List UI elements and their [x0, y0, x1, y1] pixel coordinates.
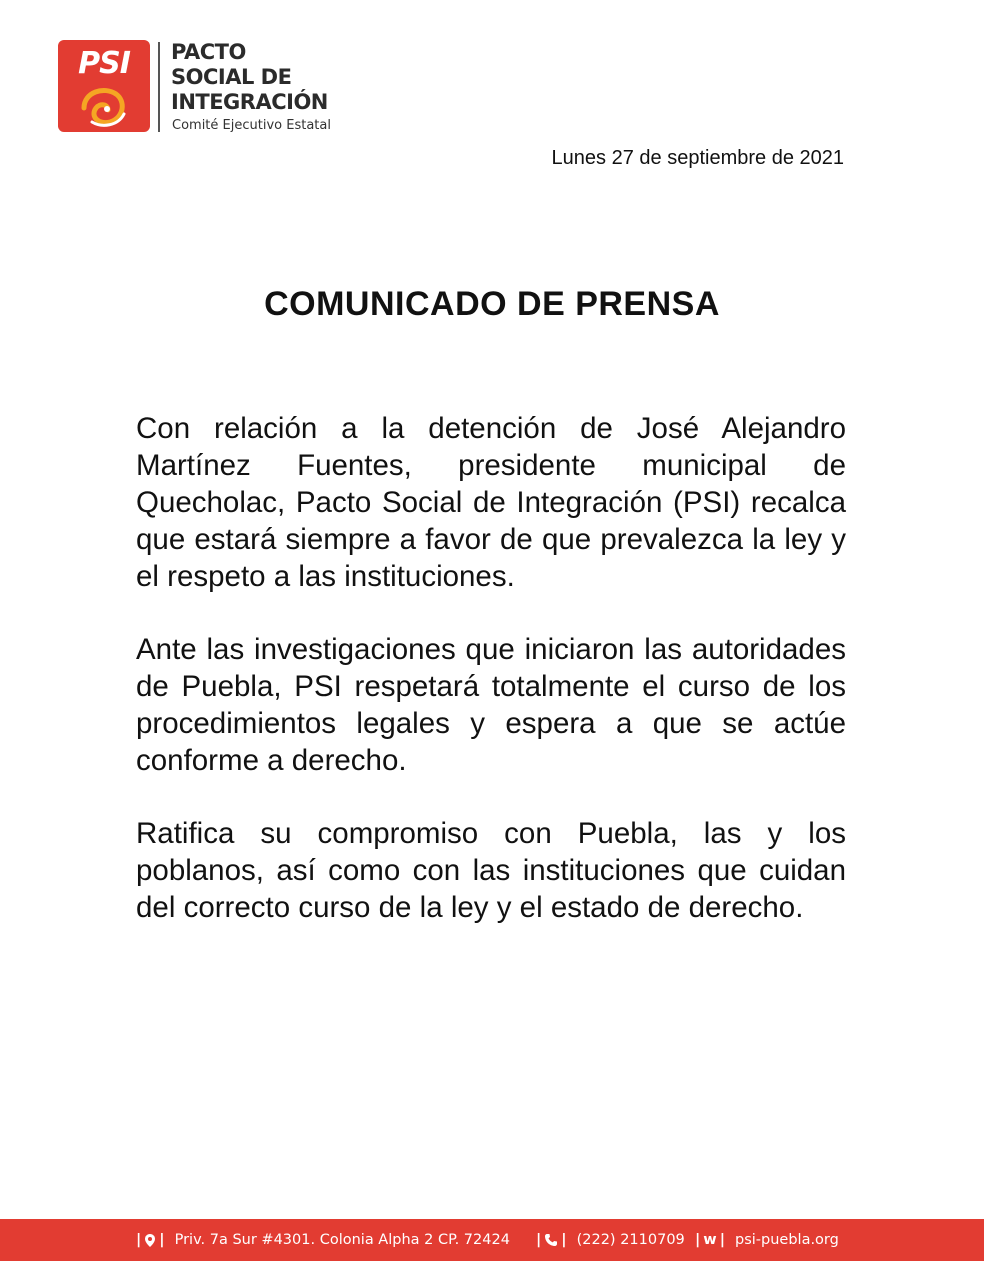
spiral-icon: [78, 82, 130, 128]
logo-divider: [158, 42, 160, 132]
footer-phone: [536, 1232, 685, 1248]
logo-name-line: INTEGRACIÓN: [171, 90, 328, 114]
document-date: Lunes 27 de septiembre de 2021: [551, 147, 844, 169]
body-paragraph: Ratifica su compromiso con Puebla, las y los poblanos, así como con las instituciones que cuidan del correcto curso de la ley y el estado de derecho.: [136, 817, 846, 924]
footer-phone-text: (222) 2110709: [576, 1232, 685, 1248]
body-paragraph: Con relación a la detención de José Alejandro Martínez Fuentes, presidente municipal de Quecholac, Pacto Social de Integración (PSI) recalca que estará siempre a favor de que prevalezca la ley y el respeto a las instituciones.: [136, 412, 846, 593]
web-icon-letter: w: [703, 1232, 717, 1248]
logo-subtitle: Comité Ejecutivo Estatal: [172, 118, 331, 133]
footer-address: [136, 1232, 510, 1248]
logo-mark-text: PSI: [78, 46, 130, 81]
location-pin-icon: | |: [136, 1232, 165, 1248]
document-body: [136, 410, 846, 962]
logo-name: [171, 40, 328, 115]
logo-name-line: SOCIAL DE: [171, 65, 292, 89]
phone-icon: | |: [536, 1232, 567, 1248]
footer-website[interactable]: [695, 1232, 839, 1248]
logo-name-line: PACTO: [171, 40, 246, 64]
document-title: COMUNICADO DE PRENSA: [264, 285, 720, 323]
party-logo: [58, 40, 358, 135]
logo-emblem: [58, 40, 150, 132]
footer-bar: [0, 1219, 984, 1261]
web-icon: | w |: [695, 1232, 725, 1248]
footer-website-link[interactable]: psi-puebla.org: [735, 1232, 839, 1248]
footer-address-text: Priv. 7a Sur #4301. Colonia Alpha 2 CP. 72424: [174, 1232, 510, 1248]
body-paragraph: Ante las investigaciones que iniciaron las autoridades de Puebla, PSI respetará totalmente el curso de los procedimientos legales y espera a que se actúe conforme a derecho.: [136, 633, 846, 777]
